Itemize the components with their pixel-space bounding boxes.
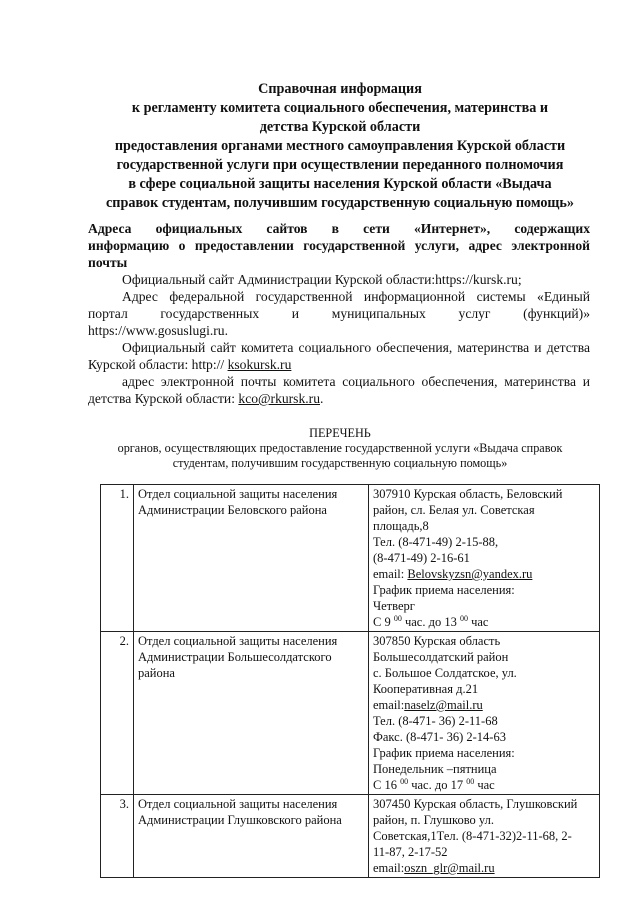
- list-title: ПЕРЕЧЕНЬ: [309, 426, 371, 440]
- row-number: 3.: [101, 795, 134, 878]
- section-heading-1: Адреса официальных сайтов в сети «Интернет», содержащих: [88, 221, 590, 236]
- email-link[interactable]: Belovskyzsn@yandex.ru: [407, 567, 533, 581]
- office-contacts: 307850 Курская область Большесолдатский район с. Большое Солдатское, ул. Кооперативная д.21 email:naselz@mail.ru Тел. (8-471- 36) 2-11-68 Факс. (8-471- 36) 2-14-63 График приема населения: Понедельник –пятница С 16 $^{00}$ час. до 17 $^{00}$ час: [369, 632, 600, 795]
- list-subtitle-2: студентам, получившим государственную социальную помощь»: [172, 456, 508, 470]
- table-row: [101, 795, 600, 878]
- office-contacts: 307910 Курская область, Беловский район, сл. Белая ул. Советская площадь,8 Тел. (8-471-49) 2-15-88, (8-471-49) 2-16-61 email: Belovskyzsn@yandex.ru График приема населения: Четверг С 9 $^{00}$ час. до 13 $^{00}$ час: [369, 485, 600, 632]
- section-heading-3: почты: [88, 255, 128, 270]
- gosuslugi-url: https://www.gosuslugi.ru.: [88, 323, 228, 338]
- offices-table: [100, 484, 600, 878]
- committee-site-line-1: Официальный сайт комитета социального обеспечения, материнства и детства: [122, 340, 590, 355]
- email-link[interactable]: naselz@mail.ru: [404, 698, 483, 712]
- row-number: 1.: [101, 485, 134, 632]
- office-name: Отдел социальной защиты населения Администрации Беловского района: [134, 485, 369, 632]
- doc-title-2: к регламенту комитета социального обеспечения, материнства и: [131, 100, 549, 116]
- doc-title-7: справок студентам, получившим государственную социальную помощь»: [105, 195, 575, 211]
- section-heading-2: информацию о предоставлении государственной услуги, адрес электронной: [88, 238, 590, 253]
- email-line-1: адрес электронной почты комитета социального обеспечения, материнства и: [122, 374, 590, 389]
- committee-email-link[interactable]: kco@rkursk.ru: [238, 391, 320, 406]
- committee-site-line-2: Курской области: http:// ksokursk.ru: [88, 357, 292, 372]
- office-contacts: 307450 Курская область, Глушковский район, п. Глушково ул. Советская,1Тел. (8-471-32)2-11-68, 2- 11-87, 2-17-52 email:oszn_glr@mail.ru: [369, 795, 600, 878]
- table-row: [101, 485, 600, 632]
- doc-title-1: Справочная информация: [258, 81, 422, 97]
- doc-title-6: в сфере социальной защиты населения Курской области «Выдача: [128, 176, 552, 192]
- row-number: 2.: [101, 632, 134, 795]
- doc-title-5: государственной услуги при осуществлении переданного полномочия: [116, 157, 564, 173]
- doc-title-4: предоставления органами местного самоуправления Курской области: [114, 138, 566, 154]
- gosuslugi-line-1: Адрес федеральной государственной информационной системы «Единый: [122, 289, 590, 304]
- office-name: Отдел социальной защиты населения Администрации Глушковского района: [134, 795, 369, 878]
- committee-site-link[interactable]: ksokursk.ru: [227, 357, 292, 372]
- regional-site-line: Официальный сайт Администрации Курской области:https://kursk.ru;: [122, 272, 522, 287]
- list-subtitle-1: органов, осуществляющих предоставление государственной услуги «Выдача справок: [117, 441, 563, 455]
- office-name: Отдел социальной защиты населения Администрации Большесолдатского района: [134, 632, 369, 795]
- table-row: [101, 632, 600, 795]
- email-link[interactable]: oszn_glr@mail.ru: [404, 861, 495, 875]
- email-line-2: детства Курской области: kco@rkursk.ru.: [88, 391, 324, 406]
- doc-title-3: детства Курской области: [259, 119, 421, 135]
- gosuslugi-line-2: портал государственных и муниципальных услуг (функций)»: [88, 306, 590, 321]
